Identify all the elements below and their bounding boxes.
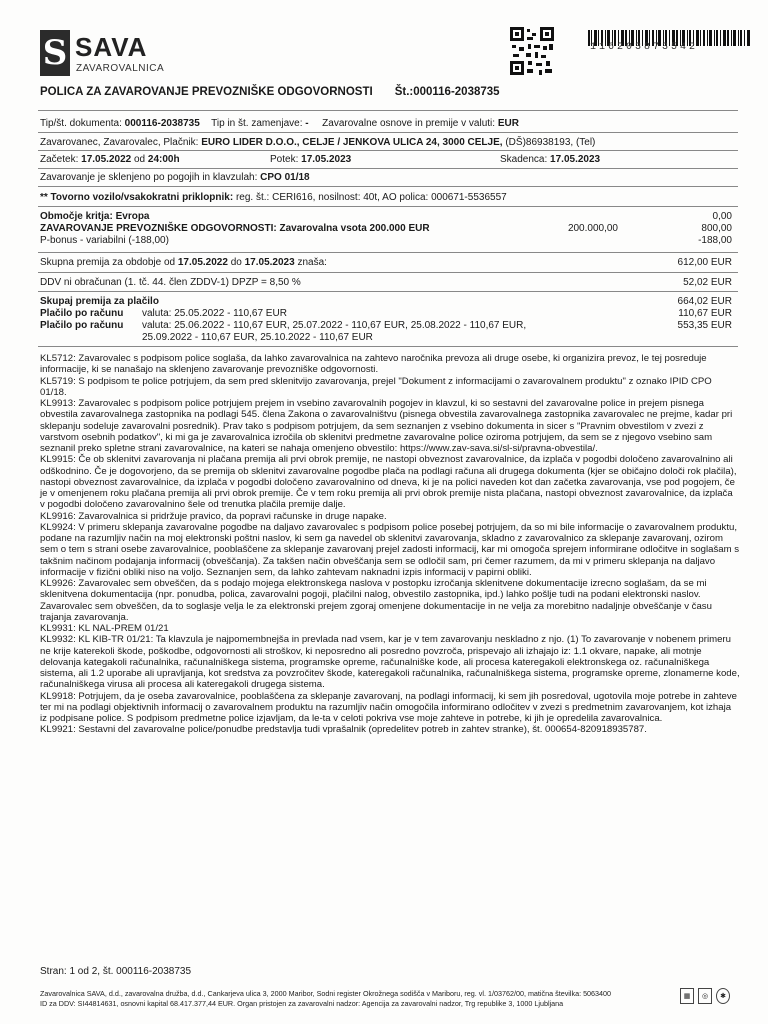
divider [38,291,738,292]
start-mid: od [133,154,146,165]
period-text: Skupna premija za obdobje od [40,257,176,268]
bonus-value: -188,00 [698,235,732,246]
page-number: Stran: 1 od 2, št. 000116-2038735 [40,966,192,977]
insured-value: EURO LIDER D.O.O., CELJE / JENKOVA ULICA 24, 3000 CELJE, [201,137,503,148]
dates-row [40,154,180,166]
start-value: 17.05.2022 [81,154,132,165]
payment-1-text: valuta: 25.05.2022 - 110,67 EUR [142,308,287,319]
type-label: Tip in št. zamenjave: [211,118,303,129]
brand-subtitle: ZAVAROVALNICA [76,63,165,74]
policy-number: Št.:000116-2038735 [394,86,500,98]
start-time: 24:00h [147,154,180,165]
vat-text: DDV ni obračunan (1. tč. 44. člen ZDDV-1) DPZP = 8,50 % [40,277,301,288]
period-from: 17.05.2022 [177,257,228,268]
value-zero: 0,00 [712,211,732,222]
sava-logo: S [40,30,70,76]
period-amount: 612,00 EUR [677,257,732,268]
divider [38,252,738,253]
due-label: Skadenca: [500,154,548,165]
area-value: Evropa [115,211,150,222]
coverage-item [40,223,430,235]
brand-name: SAVA [75,32,148,62]
due-row [500,154,600,166]
clause-item: KL5719: S podpisom te police potrjujem, da sem pred sklenitvijo zavarovanja, prejel "Dokument z informacijami o zavarovalnem produktu" z oznako IPID CPO 01/18. [40,375,712,398]
clauses-label: Zavarovanje je sklenjeno po pogojih in klavzulah: [40,172,258,183]
due-value: 17.05.2023 [550,154,601,165]
clause-item: KL9918: Potrjujem, da je oseba zavarovalnice, pooblaščena za sklepanje zavarovanj, na podlagi informacij, ki sem jih posredoval, ugotovila moje potrebe in zahteve ter mi na podlagi objektivnih informacij o zavarovalnem produktu na razumljiv način omogočila informirano odločitev v zvezi s predmetnim zavarovanjem, kot izhaja iz podpisane police. S podpisom predmetne police izjavljam, da le-ta v celoti pokriva vse moje zahteve in potrebe, ki jih je opredelila zavarovalnica. [40,690,738,724]
clause-item: KL5712: Zavarovalec s podpisom police soglaša, da lahko zavarovalnica na zahtevo naročnika prevoza ali druge osebe, ki organizira prevoz, le tej posreduje informacije, ki se nanašajo na sklenjeno zavarovanje prevozniške odgovornosti. [40,353,707,376]
period-text: znaša: [297,257,327,268]
payment-1-label: Plačilo po računu [40,308,124,319]
policy-title [40,86,500,98]
payment-2-label: Plačilo po računu [40,320,124,331]
insured-label: Zavarovanec, Zavarovalec, Plačnik: [40,137,199,148]
clause-item: KL9916: Zavarovalnica si pridržuje pravico, da popravi računske in druge napake. [40,510,387,522]
legal-line: Zavarovalnica SAVA, d.d., zavarovalna družba, d.d., Cankarjeva ulica 3, 2000 Maribor, Sodni register Okrožnega sodišča v Mariboru, reg. vl. 1/03762/00, matična številka: 5063400 [40,989,612,998]
period-to: 17.05.2023 [244,257,295,268]
type-value: - [305,118,309,129]
policy-title-text: POLICA ZA ZAVAROVANJE PREVOZNIŠKE ODGOVORNOSTI [40,86,373,98]
legal-line: ID za DDV: SI44814631, osnovni kapital 68.417.377,44 EUR. Organ pristojen za zavarovalni nadzor: Agencija za zavarovalni nadzor, Trg republike 3, 1000 Ljubljana [40,998,564,1008]
payment-1-amount: 110,67 EUR [678,308,732,319]
coverage-item-title: ZAVAROVANJE PREVOZNIŠKE ODGOVORNOSTI: [40,223,277,234]
clauses-row [40,172,310,184]
divider [38,110,738,111]
clause-item: KL9915: Če ob sklenitvi zavarovanja ni plačana premija ali prvi obrok premije, ne nastopi obveznost zavarovalnice, da izplača v pogodbi določeno zavarovalnino ali odškodnino. Če je dogovorjeno, da se premija ob sklenitvi zavarovalne pogodbe plača na podlagi računa ali drugega dokumenta (kjer se običajno določi rok plačila), nastopi obveznost zavarovalnice, da izplača v pogodbi določeno zavarovalnino od dneva, ki je na polici naveden kot dan začetka zavarovanja, vse pod pogojem, če je v omenjenem roku plačana premija ali prvi obrok premije. Če v tem roku premija ali prvi obrok premije nista plačana, nastopi obveznost zavarovalnice, da izplača v pogodbi določeno zavarovalnino šele od trenutka plačila premije dalje. [40,454,737,511]
expiry-label: Potek: [270,154,299,165]
bonus-label: P-bonus - variabilni (-188,00) [40,235,169,246]
coverage-premium: 800,00 [701,223,732,234]
doc-label: Tip/št. dokumenta: [40,118,122,129]
coverage-area [40,211,150,223]
clause-item: KL9931: KL NAL-PREM 01/21 [40,623,169,634]
iso-mark-icon: ◎ [698,988,712,1004]
certificate-mark-icon: ✱ [716,988,730,1004]
clauses-value: CPO 01/18 [260,172,310,183]
expiry-value: 17.05.2023 [301,154,352,165]
payment-2-amount: 553,35 EUR [677,320,732,331]
divider [38,132,738,133]
insured-row [40,137,595,149]
divider [38,272,738,273]
coverage-sum: 200.000,00 [567,223,618,234]
currency-label: Zavarovalne osnove in premije v valuti: [322,118,496,129]
clauses-body [40,353,740,736]
total-label: Skupaj premija za plačilo [40,296,159,307]
vat-amount: 52,02 EUR [683,277,732,288]
divider [38,186,738,187]
qr-code-icon [510,27,554,77]
vehicle-label: ** Tovorno vozilo/vsakokratni priklopnik: [40,192,234,203]
area-label: Območje kritja: [40,211,113,222]
clause-item: KL9932: KL KIB-TR 01/21: Ta klavzula je najpomembnejša in prevlada nad vsem, kar je v tem zavarovanju neskladno z njo. (1) To zavarovanje v nobenem primeru ne krije katerekoli škode, poškodbe, odgovornosti ali stroškov, ki neposredno ali posredno povzroča, prispevajo ali izhajajo iz: 1.1 okvare, napake, ali motnje delovanja kategakoli računalnika, računalniškega sistema, programske opreme, računalniške kode, ali procesa kateregakoli elektronskega oz. računalniškega sistema, ali 1.2 uporabe ali upravljanja, kot sredstva za povzročitev škode, kateregakoli računalnika, računalniškega sistema, programske opreme, zlonamerne kode, računalniškega virusa ali procesa ali kateregakoli drugega sistema. [40,634,740,691]
payment-2-text: valuta: 25.06.2022 - 110,67 EUR, 25.07.2022 - 110,67 EUR, 25.08.2022 - 110,67 EUR, [142,320,527,331]
payment-2-text-cont: 25.09.2022 - 110,67 EUR, 25.10.2022 - 110,67 EUR [142,332,373,343]
total-amount: 664,02 EUR [677,296,732,307]
expiry-row [270,154,351,166]
divider [38,206,738,207]
period-premium [40,257,327,269]
insured-extra: (DŠ)86938193, (Tel) [505,137,596,148]
period-text: do [230,257,242,268]
divider [38,150,738,151]
vehicle-value: reg. št.: CERI616, nosilnost: 40t, AO polica: 000671-5536557 [235,192,507,203]
clause-item: KL9921: Sestavni del zavarovalne police/ponudbe predstavlja tudi vprašalnik (opredelitev potreb in zahtev stranke), št. 000654-820918935787. [40,724,647,736]
clause-item: KL9924: V primeru sklepanja zavarovalne pogodbe na daljavo zavarovalec s podpisom police posebej potrjujem, da so mi bile informacije o zavarovalnem produktu, podane na razumljiv način na moj elektronski poštni naslov, ki sem ga navedel ob sklenitvi zavarovanja, skladno z zavarovalnico za sklepanje zavarovanj, ozirom sem o tem s strani osebe zavarovalnice, pooblaščene za sklepanje zavarovanj prejel zadosti informacij, kar mi omogoča sprejem informirane odločitve in soglašam s takšnim načinom podajanja informacij (obveščanja). Za takšen način obveščanja sem se odločil sam, pri čemer razumem, da mi v primeru sklepanja na daljavo informacije v fizični obliki niso na voljo. Seznanjen sem, da lahko zahtevam naknadni izpis informacij v papirni obliki. [40,521,740,578]
barcode-number: 116203873542 [590,42,699,53]
divider [38,168,738,169]
certification-marks [680,988,740,1006]
clause-item: KL9926: Zavarovalec sem obveščen, da s podajo mojega elektronskega naslova v postopku izročanja sklenitvene dokumentacije izrecno soglašam, da se mi sklenitvena dokumentacija (npr. ponudba, polica, zavarovalni pogoji, plačilni nalog, obvestilo zastopnika, ipd.) lahko pošlje tudi na podani elektronski naslov. Zavarovalec sem obveščen, da to soglasje velja le za elektronski prejem zgoraj omenjene dokumentacije in ne velja za morebitno nadaljnje obveščanje v času trajanja zavarovanja. [40,578,712,623]
vehicle-row [40,192,507,204]
start-label: Začetek: [40,154,79,165]
divider [38,346,738,347]
clause-item: KL9913: Zavarovalec s podpisom police potrjujem prejem in vsebino zavarovalnih pogojev in klavzul, ki so sestavni del zavarovalne police in prejem pisnega obvestila zavarovalnega zastopnika na podlagi 545. člena Zakona o zavarovalništvu (pisnega obvestila zavarovalnega zastopnika zavarovalec ne prejme, kadar pri sklepanju sodeluje zavarovalni posrednik). Prav tako s podpisom potrjujem, da sem seznanjen z vsebino dokumenta in sicer s "Pravnim obvestilom v zvezi z varstvom osebnih podatkov", ki mi ga je zavarovalnica izročila ob sklenitvi predmetne zavarovalne police oziroma potrjujem, da sem se z njegovo vsebino sam seznanil preko spletne strani zavarovalnice, na kateri se nahaja omenjeno obvestilo: https://www.zav-sava.si/sl-si/pravna-obvestila/. [40,398,733,454]
doc-value: 000116-2038735 [124,118,200,129]
doc-meta-row [40,118,519,130]
qr-mark-icon: ▦ [680,988,694,1004]
legal-footer [40,989,680,1008]
coverage-item-sum-text: Zavarovalna vsota 200.000 EUR [279,223,430,234]
currency-value: EUR [497,118,519,129]
